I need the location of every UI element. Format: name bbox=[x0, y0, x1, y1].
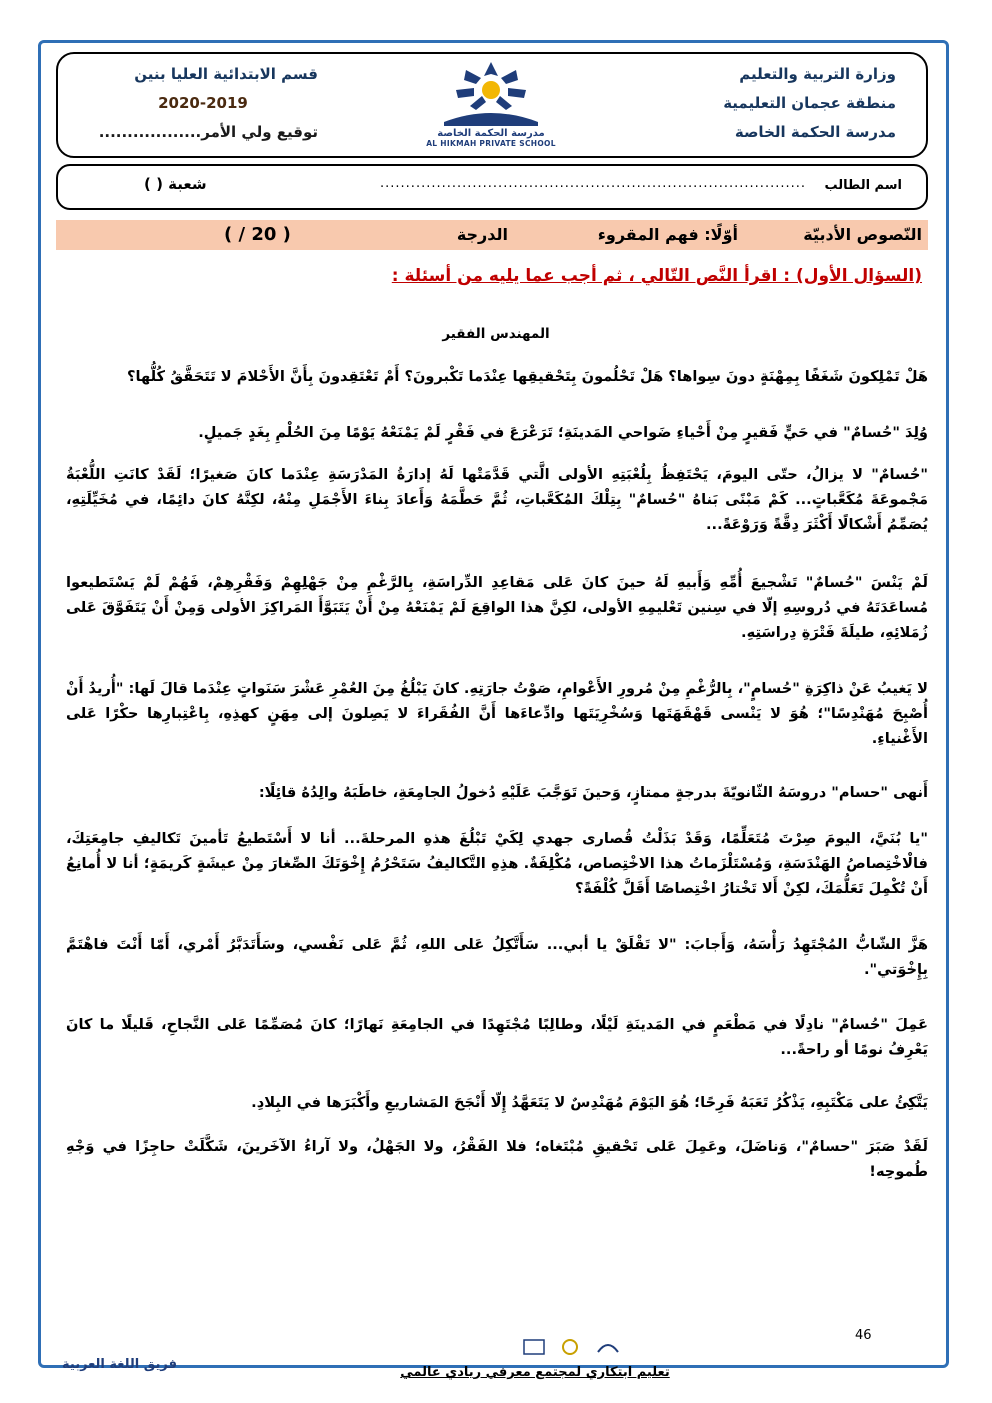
section-band bbox=[56, 220, 928, 250]
passage-title: المهندس الفقير bbox=[442, 326, 550, 342]
passage-paragraph: هَزَّ الشّابُّ المُجْتَهِدُ رَأْسَهُ، وَأَجابَ: "لا تَقْلَقْ يا أبي... سَأَتَّكِلُ عَلى اللهِ، ثُمَّ عَلى نَفْسي، وسَأَتَدَبَّرُ أَمْري، أَمّا أَنْتَ فاهْتَمَّ بِإِخْوَتي". bbox=[66, 936, 928, 978]
passage-paragraph: وُلِدَ "حُسامٌ" في حَيٍّ فَقيرٍ مِنْ أَحْياءِ ضَواحي المَدينَةِ؛ تَرَعْرَعَ في فَقْرٍ لَمْ يَمْنَعْهُ يَوْمًا مِنَ الحُلْمِ بِغَدٍ جَميلٍ. bbox=[198, 424, 928, 441]
subject-label: النّصوص الأدبيّة bbox=[803, 225, 922, 244]
student-info-box bbox=[56, 164, 928, 210]
question-heading: (السؤال الأول) : اقرأ النَّص التّالي ، ثم أجب عما يليه من أسئلة : bbox=[391, 266, 922, 286]
partner-logos-icon bbox=[520, 1336, 640, 1358]
grade-label: الدرجة bbox=[456, 225, 508, 244]
student-name-label: اسم الطالب bbox=[824, 178, 902, 193]
header-box bbox=[56, 52, 928, 158]
passage-paragraph: لا يَغيبُ عَنْ ذاكِرَةِ "حُسامٍ"، بِالرُّغْمِ مِنْ مُرورِ الأَعْوامِ، صَوْتُ جارَتِهِ. كانَ يَبْلُغُ مِنَ العُمْرِ عَشْرَ سَنَواتٍ عِنْدَما قالَ لَها: "أُريدُ أَنْ أُصْبِحَ مُهَنْدِسًا"؛ هُوَ لا يَنْسى قَهْقَهَتَها وَسُخْرِيَتَها وادِّعاءَها أَنَّ الفُقَراءَ لا يَصِلونَ إلى مِهَنٍ كهذِهِ، بِاعْتِبارِها حكْرًا عَلى الأَغْنياءِ. bbox=[66, 680, 928, 747]
header-dept-info bbox=[88, 60, 318, 147]
section-field[interactable]: شعبة ( ) bbox=[144, 175, 207, 193]
school-name: مدرسة الحكمة الخاصة bbox=[734, 123, 896, 141]
ministry-name: وزارة التربية والتعليم bbox=[739, 65, 896, 83]
logo-arabic-text: مدرسة الحكمة الخاصة bbox=[437, 128, 545, 139]
passage-paragraph: "يا بُنَيَّ، اليومَ صِرْتَ مُتَعَلِّمًا، وَقَدْ بَذَلْتُ قُصارى جهدي لِكَيْ تَبْلُغَ هذهِ المرحلةَ... أنا لا أَسْتَطيعُ تَأمينَ تَكاليفِ جامِعَتِكَ، فالْاخْتِصاصُ الهَنْدَسَةِ، وَمُسْتَلْزَماتُ هذا الاخْتِصاص، مُكْلِفَةٌ. هذِهِ التَّكاليفُ سَتَحْرُمُ إِخْوَتَكَ الصِّغارَ مِنْ عيشَةٍ كَريمَةٍ؛ أنا لا أُمانِعُ أَنْ تُكْمِلَ تَعَلُّمَكَ، لكِنْ أَلا تَخْتارُ اخْتِصاصًا أَقَلَّ كُلْفَةً؟ bbox=[66, 830, 928, 897]
school-logo-icon bbox=[426, 56, 556, 128]
passage-paragraph: أَنهى "حسام" دروسَهُ الثّانويّةَ بدرجةٍ ممتازٍ، وَحينَ تَوَجَّبَ عَلَيْهِ دُخولُ الجامِعَةِ، خاطَبَهُ والِدُهُ قائِلًا: bbox=[258, 784, 928, 801]
guardian-signature: توقيع ولي الأمر.................. bbox=[98, 123, 318, 141]
page-number: 46 bbox=[855, 1328, 872, 1343]
department-name: قسم الابتدائية العليا بنين bbox=[134, 65, 318, 83]
logo-english-text: AL HIKMAH PRIVATE SCHOOL bbox=[426, 139, 556, 148]
team-name: فريق اللغة العربية bbox=[62, 1357, 177, 1372]
academic-year: 2020-2019 bbox=[158, 94, 248, 112]
school-logo bbox=[406, 56, 576, 156]
student-name-field[interactable]: ................................................................................... bbox=[380, 176, 806, 191]
school-motto: تعليم ابتكاري لمجتمع معرفي ريادي عالمي bbox=[400, 1365, 670, 1380]
grade-value[interactable]: ( 20 / ) bbox=[224, 224, 291, 245]
passage-paragraph: يَتَّكِئُ على مَكْتَبِهِ، يَذْكُرُ تَعَبَهُ فَرِحًا؛ هُوَ اليَوْمَ مُهَنْدِسٌ لا يَتَعَهَّدُ إِلّا أَنْجَحَ المَشاريعِ وأَكْبَرَها في البِلادِ. bbox=[251, 1094, 928, 1111]
part-label: أوّلًا: فهم المقروء bbox=[597, 225, 738, 244]
passage-paragraph: عَمِلَ "حُسامٌ" نادِلًا في مَطْعَمٍ في المَدينَةِ لَيْلًا، وطالِبًا مُجْتَهِدًا في الجامِعَةِ نَهارًا؛ كانَ مُصَمِّمًا عَلى النَّجاحِ، قَليلًا ما كانَ يَعْرِفُ نومًا أو راحةً... bbox=[66, 1016, 928, 1058]
header-school-info bbox=[723, 60, 896, 147]
passage-paragraph: "حُسامٌ" لا يزالُ، حتّى اليومَ، يَحْتَفِظُ بِلُعْبَتِهِ الأولى الَّتي قَدَّمَتْها لَهُ إدارَةُ المَدْرَسَةِ عِنْدَما كانَ صَغيرًا؛ لَقَدْ كانَتِ اللُّعْبَةُ مَجْموعَةَ مُكَعَّباتٍ... كَمْ مَبْنًى بَناهُ "حُسامٌ" بِتِلْكَ المُكَعَّباتِ، ثُمَّ حَطَّمَهُ وَأَعادَ بِناءَ الأَجْمَلِ مِنْهُ، لكِنَّهُ كانَ دائِمًا، في مُخَيِّلَتِهِ، يُصَمِّمُ أَشْكالًا أَكْثَرَ دِقَّةً وَرَوْعَةً... bbox=[66, 466, 928, 533]
passage-paragraph: هَلْ تَمْلِكونَ شَغَفًا بِمِهْنَةٍ دونَ سِواها؟ هَلْ تَحْلُمونَ بِتَحْقيقِها عِنْدَما تَكْبرونَ؟ أَمْ تَعْتَقِدونَ بِأَنَّ الأَحْلامَ لا تَتَحَقَّقُ كُلُّها؟ bbox=[127, 368, 928, 385]
passage-paragraph: لَقَدْ صَبَرَ "حسامٌ"، وَناضَلَ، وعَمِلَ عَلى تَحْقيقِ مُبْتَغاه؛ فلا الفَقْرُ، ولا الجَهْلُ، ولا آراءُ الآخَرينَ، شَكَّلَتْ حاجِزًا في وَجْهِ طُموحِه! bbox=[66, 1138, 928, 1180]
passage-paragraph: لَمْ يَنْسَ "حُسامٌ" تَشْجيعَ أُمِّهِ وَأَبيهِ لَهُ حينَ كانَ عَلى مَقاعِدِ الدِّراسَةِ، بِالرَّغْمِ مِنْ جَهْلِهِمْ وَفَقْرِهِمْ، فَهُمْ لَمْ يَسْتَطيعوا مُساعَدَتَهُ في دُروسِهِ إلّا في سِنين تَعْليمِهِ الأولى، لكِنَّ هذا الواقِعَ لَمْ يَمْنَعْهُ مِنْ أَنْ يَتَبَوَّأَ المَراكِزَ الأولى وَمِنْ أَنْ يَتَفَوَّقَ عَلى زُمَلائِهِ، طيلَةَ فَتْرَةِ دِراسَتِهِ. bbox=[66, 574, 928, 641]
region-name: منطقة عجمان التعليمية bbox=[723, 94, 896, 112]
